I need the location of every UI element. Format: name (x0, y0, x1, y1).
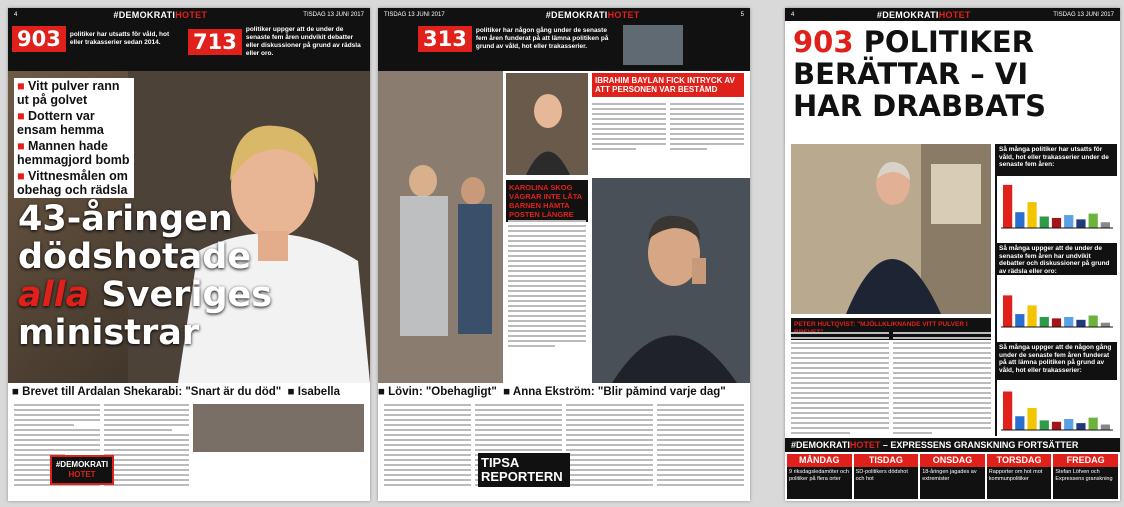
body-columns (592, 103, 744, 153)
section-tag (113, 10, 207, 20)
stat-text: politiker uppger att de under de senaste fem åren undvikit debatter eller diskussioner på grund av rädsla eller oro. (245, 26, 361, 57)
day-name: TISDAG (854, 454, 919, 467)
bar-L (1064, 215, 1073, 228)
body-columns (508, 220, 586, 350)
bar-KD (1076, 320, 1085, 327)
text-column (104, 404, 190, 489)
quote-item: ■ Isabella (288, 386, 340, 398)
headline-box-skog: KAROLINA SKOG VÄGRAR INTE LÅTA BARNEN HÄMTA POSTEN LÄNGRE (506, 180, 588, 222)
baylan-photo (506, 73, 588, 175)
photo-strip (193, 404, 364, 489)
headline-line: BERÄTTAR – VI (793, 57, 1029, 91)
bar-chart-1 (997, 176, 1117, 238)
stat-313 (418, 26, 618, 52)
day-card (987, 454, 1052, 499)
tag-part-b: HOTET (607, 9, 640, 20)
tipsa-box[interactable]: TIPSA REPORTERN (478, 453, 570, 487)
quote-item: ■ Anna Ekström: "Blir påmind varje dag" (503, 386, 726, 398)
weekday-row (787, 454, 1118, 499)
stat-713 (188, 26, 366, 58)
bar-S (1003, 185, 1012, 228)
stat-number: 903 (12, 26, 66, 52)
quote-item: ■ Lövin: "Obehagligt" (378, 386, 497, 398)
stat-number: 313 (418, 26, 472, 52)
series-tag-b: HOTET (849, 440, 881, 450)
bar-Övr (1101, 425, 1110, 431)
day-text: Stefan Löfven och Expressens granskning (1055, 469, 1113, 482)
bar-L (1064, 317, 1073, 327)
day-text: SD-politikers dödshot och hot (855, 469, 908, 482)
bar-L (1064, 419, 1073, 430)
section-tag (546, 10, 640, 20)
photo-art (506, 73, 588, 175)
bar-Övr (1101, 323, 1110, 327)
headline-number: 903 (793, 25, 854, 59)
headline-emphasis: alla (18, 275, 90, 315)
stat-text: politiker har någon gång under de senaste fem åren funderat på att lämna politiken på grund av våld, hot eller trakasserier. (475, 27, 609, 50)
day-text: Rapporter om hot mot kommunpolitiker (988, 469, 1043, 482)
top-bar (785, 8, 1120, 21)
series-tag-a: #DEMOKRATI (791, 440, 850, 450)
quote-strip (378, 386, 750, 398)
minister-phone-photo (592, 178, 750, 383)
spread-right-page (378, 8, 750, 501)
day-name: FREDAG (1053, 454, 1118, 467)
bullet-item: ■ Dottern var ensam hemma (14, 108, 134, 138)
day-text: 18-åringen jagades av extremister (922, 469, 977, 482)
bar-MP (1089, 214, 1098, 228)
tag-part-a: #DEMOKRATI (545, 9, 608, 20)
issue-date: TISDAG 13 JUNI 2017 (303, 11, 364, 18)
summary-page (785, 8, 1120, 501)
bar-C (1040, 420, 1049, 430)
logo-part-a: #DEMOKRATI (55, 460, 109, 469)
bar-Övr (1101, 222, 1110, 228)
page-headline (793, 26, 1113, 122)
logo-part-b: HOTET (68, 470, 96, 479)
chart-sidebar (995, 144, 1117, 436)
article-headline-text: PETER HULTQVIST: "MJÖLLKLIKNANDE VITT PULVER I (794, 321, 968, 328)
bar-C (1040, 217, 1049, 229)
photo-art (592, 178, 750, 383)
day-card (1053, 454, 1118, 499)
bar-chart-3 (997, 380, 1117, 440)
bar-KD (1076, 423, 1085, 430)
bullet-item: ■ Vitt pulver rann ut på golvet (14, 78, 134, 108)
spread-left-page (8, 8, 370, 501)
headline-line: 43-åringen (18, 199, 233, 239)
stat-903 (12, 26, 184, 52)
bar-MP (1089, 418, 1098, 430)
issue-date: TISDAG 13 JUNI 2017 (384, 11, 445, 18)
series-banner (785, 438, 1120, 452)
bar-C (1040, 317, 1049, 327)
bullet-item: ■ Mannen hade hemmagjord bomb (14, 138, 134, 168)
tag-part-a: #DEMOKRATI (876, 9, 939, 20)
folio: 4 (14, 11, 18, 18)
tag-part-b: HOTET (175, 9, 208, 20)
stat-number: 713 (188, 29, 242, 55)
headline-word: Sveriges (101, 275, 273, 315)
day-card (854, 454, 919, 499)
headline-line: ministrar (18, 313, 200, 353)
headline-box-baylan: IBRAHIM BAYLAN FICK INTRYCK AV ATT PERSONEN VAR BESTÄMD (592, 73, 744, 97)
folio: 4 (791, 11, 795, 18)
bar-KD (1076, 219, 1085, 228)
bar-SD (1027, 202, 1036, 228)
stat-text: politiker har utsatts för våld, hot eller trakasserier sedan 2014. (69, 31, 170, 46)
bar-MP (1089, 316, 1098, 328)
top-bar (378, 8, 750, 21)
bar-V (1052, 422, 1061, 430)
tag-part-b: HOTET (938, 9, 971, 20)
bar-M (1015, 416, 1024, 430)
quote-strip (8, 386, 370, 398)
bar-V (1052, 318, 1061, 327)
bar-S (1003, 392, 1012, 431)
bullet-list (14, 78, 134, 198)
crowd-photo (378, 71, 503, 383)
bar-S (1003, 295, 1012, 327)
series-subtitle: – EXPRESSENS GRANSKNING FORTSÄTTER (882, 440, 1079, 450)
quote-item: ■ Brevet till Ardalan Shekarabi: "Snart är du död" (12, 386, 281, 398)
bar-chart-2 (997, 275, 1117, 337)
headline-line: HAR DRABBATS (793, 89, 1047, 123)
bar-M (1015, 212, 1024, 228)
day-card (920, 454, 985, 499)
day-text: 9 riksdagsledamöter och politiker på flera orter (789, 469, 849, 482)
folio: 5 (740, 11, 744, 18)
headline-word: POLITIKER (863, 25, 1035, 59)
issue-date: TISDAG 13 JUNI 2017 (1053, 11, 1114, 18)
headline-line: dödshotade (18, 237, 252, 277)
chart-question: Så många uppger att de någon gång under de senaste fem åren funderat på att lämna politiken på grund av våld, hot eller trakasserier: (997, 342, 1117, 380)
tag-part-a: #DEMOKRATI (113, 9, 176, 20)
day-name: MÅNDAG (787, 454, 852, 467)
series-logo (50, 455, 114, 485)
bar-V (1052, 218, 1061, 228)
group-photo (623, 25, 683, 65)
day-name: TORSDAG (987, 454, 1052, 467)
bar-SD (1027, 305, 1036, 327)
inset-photos (193, 404, 364, 452)
day-card (787, 454, 852, 499)
photo-art (378, 71, 503, 383)
chart-question: Så många politiker har utsatts för våld, hot eller trakasserier under de senaste fem åren: (997, 144, 1117, 176)
chart-question: Så många uppger att de under de senaste fem åren har undvikit debatter och diskussioner på grund av rädsla eller oro: (997, 243, 1117, 275)
body-columns (791, 332, 991, 437)
hultqvist-photo (791, 144, 991, 314)
headline-line (793, 26, 1113, 58)
bar-SD (1027, 408, 1036, 430)
bullet-item: ■ Vittnesmålen om obehag och rädsla (14, 168, 134, 198)
section-tag (877, 10, 971, 20)
bar-M (1015, 314, 1024, 327)
day-name: ONSDAG (920, 454, 985, 467)
headline-line (18, 276, 272, 314)
main-headline (18, 200, 272, 352)
photo-art (791, 144, 991, 314)
top-bar (8, 8, 370, 21)
